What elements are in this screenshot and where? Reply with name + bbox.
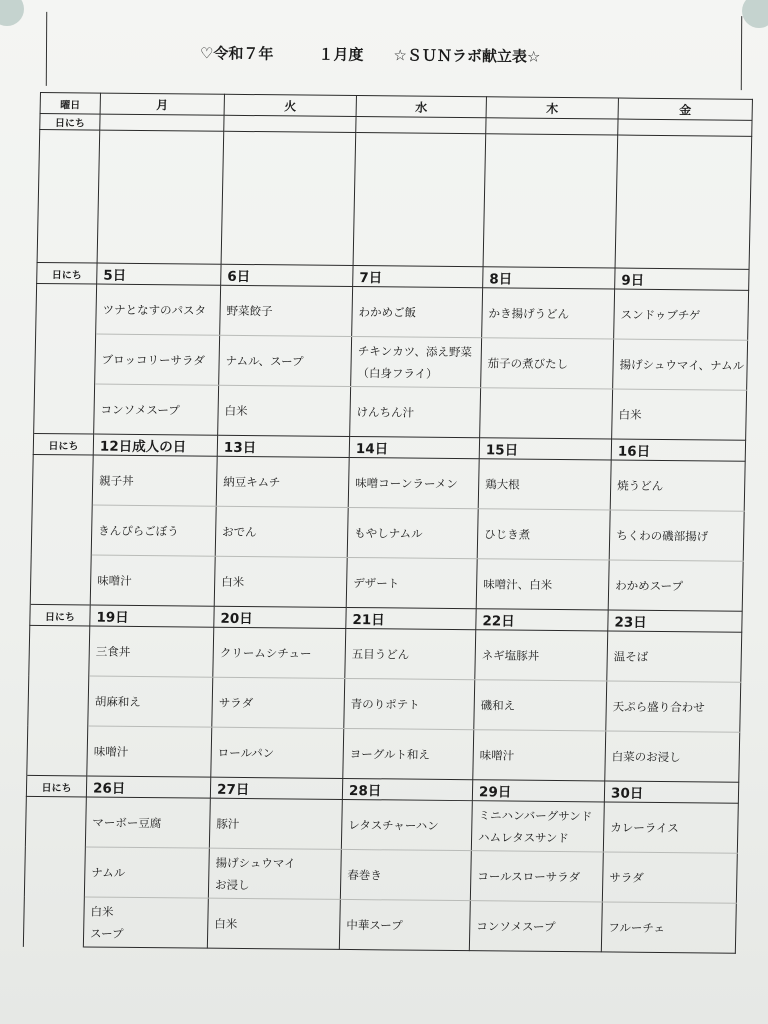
meal-cell xyxy=(606,681,741,732)
meal-cell xyxy=(339,899,470,950)
side-cell xyxy=(27,725,88,776)
corner-shadow xyxy=(742,0,768,28)
meal-row xyxy=(36,283,749,340)
meal-cell xyxy=(473,730,606,781)
weekday-label: 曜日 xyxy=(40,93,100,115)
meal-item: クリームシチュー xyxy=(219,645,312,661)
meal-cell xyxy=(207,898,340,949)
meal-cell xyxy=(352,287,483,338)
meal-cell xyxy=(214,556,347,607)
meal-item: お浸し xyxy=(214,877,250,892)
date-cell: 30日 xyxy=(604,781,738,803)
meal-row xyxy=(24,846,737,903)
date-cell: 14日 xyxy=(349,436,479,458)
meal-cell xyxy=(97,130,224,264)
meal-item: 胡麻和え xyxy=(94,694,141,709)
date-label: 日にち xyxy=(26,775,86,797)
date-cell: 22日 xyxy=(476,609,608,631)
menu-table-wrapper xyxy=(23,92,756,954)
meal-item: 白米 xyxy=(90,904,114,919)
date-cell: 9日 xyxy=(615,268,749,290)
meal-cell xyxy=(344,678,475,729)
date-cell: 16日 xyxy=(611,439,745,461)
corner-shadow xyxy=(0,0,24,26)
meal-cell xyxy=(607,631,742,682)
meal-cell xyxy=(477,509,610,560)
meal-row xyxy=(35,333,748,390)
meal-cell xyxy=(90,555,215,606)
meal-cell xyxy=(95,334,220,385)
menu-table xyxy=(23,92,753,954)
meal-item: ナムル、スープ xyxy=(225,353,304,369)
meal-item: スンドゥブチゲ xyxy=(620,307,701,322)
side-cell xyxy=(24,846,85,897)
meal-cell xyxy=(218,385,351,436)
meal-cell xyxy=(610,460,745,511)
meal-item: ロールパン xyxy=(217,745,275,760)
meal-row xyxy=(27,725,740,782)
meal-cell xyxy=(475,630,608,681)
meal-item: サラダ xyxy=(609,870,644,885)
meal-item: ブロッコリーサラダ xyxy=(101,352,205,368)
meal-cell xyxy=(213,627,346,678)
meal-cell xyxy=(209,798,342,849)
meal-cell xyxy=(343,728,474,779)
meal-item: 味噌汁 xyxy=(93,744,129,759)
date-cell: 15日 xyxy=(479,438,611,460)
meal-cell xyxy=(470,851,603,902)
meal-cell xyxy=(96,284,221,335)
meal-cell xyxy=(609,510,744,561)
weekday-tue: 火 xyxy=(224,94,356,116)
meal-item: レタスチャーハン xyxy=(348,817,439,833)
meal-cell xyxy=(92,455,217,506)
meal-cell xyxy=(219,335,352,386)
meal-item: もやしナムル xyxy=(354,525,423,541)
date-cell xyxy=(618,119,752,136)
meal-cell xyxy=(347,507,478,558)
date-label: 日にち xyxy=(40,114,100,131)
meal-item: かき揚げうどん xyxy=(488,305,570,321)
meal-item: 白菜のお浸し xyxy=(611,749,681,764)
meal-cell xyxy=(87,726,212,777)
side-cell xyxy=(36,283,97,334)
meal-item: 味噌汁、白米 xyxy=(483,576,553,592)
meal-item: 温そば xyxy=(613,649,649,664)
date-cell: 8日 xyxy=(483,267,615,289)
meal-item: マーボー豆腐 xyxy=(92,815,162,830)
meal-item: ナムル xyxy=(91,865,126,880)
meal-cell xyxy=(94,384,219,435)
date-cell: 5日 xyxy=(97,263,221,285)
meal-item: 白米 xyxy=(214,916,238,931)
meal-cell xyxy=(612,389,747,440)
meal-item: 焼うどん xyxy=(617,478,664,493)
meal-cell xyxy=(603,802,738,853)
date-cell xyxy=(486,118,618,135)
meal-item: 白米 xyxy=(618,407,642,422)
side-cell xyxy=(30,554,91,605)
meal-item: コールスローサラダ xyxy=(477,868,581,884)
blank-week-row xyxy=(37,129,752,269)
date-cell: 27日 xyxy=(210,777,342,799)
meal-item: 中華スープ xyxy=(346,917,403,933)
meal-item: コンソメスープ xyxy=(476,918,556,934)
meal-cell xyxy=(345,628,476,679)
meal-cell xyxy=(89,626,214,677)
meal-cell xyxy=(88,676,213,727)
meal-cell xyxy=(350,386,481,437)
meal-item: デザート xyxy=(353,575,400,590)
meal-item: ツナとなすのパスタ xyxy=(102,302,207,318)
meal-item: 白米 xyxy=(221,574,245,589)
meal-cell xyxy=(91,505,216,556)
side-cell xyxy=(25,796,86,847)
meal-row xyxy=(23,896,736,953)
meal-item: ネギ塩豚丼 xyxy=(481,647,540,663)
meal-cell xyxy=(340,849,471,900)
meal-cell xyxy=(482,288,615,339)
meal-cell xyxy=(613,339,748,390)
side-cell xyxy=(35,333,96,384)
meal-item: サラダ xyxy=(218,695,254,710)
meal-item: きんぴらごぼう xyxy=(98,523,179,538)
date-cell: 28日 xyxy=(342,778,472,800)
meal-cell xyxy=(615,135,752,269)
date-label: 日にち xyxy=(30,604,90,626)
meal-item: コンソメスープ xyxy=(100,402,180,417)
meal-item: わかめスープ xyxy=(615,578,684,593)
weekday-fri: 金 xyxy=(618,98,752,120)
meal-row xyxy=(31,504,744,561)
meal-item: 鶏大根 xyxy=(485,476,520,492)
weekday-mon: 月 xyxy=(100,93,224,115)
meal-item: チキンカツ、添え野菜 xyxy=(357,343,473,359)
meal-item: 味噌コーンラーメン xyxy=(355,475,459,491)
meal-cell xyxy=(601,902,736,953)
meal-item: ヨーグルト和え xyxy=(349,746,431,762)
date-cell xyxy=(100,114,224,131)
meal-cell xyxy=(608,560,743,611)
side-cell xyxy=(34,383,95,434)
meal-cell xyxy=(348,457,479,508)
meal-cell xyxy=(353,133,486,267)
meal-item: 揚げシュウマイ、ナムル xyxy=(619,357,745,373)
meal-item: 五目うどん xyxy=(351,646,410,662)
meal-row xyxy=(30,554,743,611)
meal-cell xyxy=(220,285,353,336)
meal-cell xyxy=(471,801,604,852)
meal-item: カレーライス xyxy=(610,820,680,835)
meal-cell xyxy=(216,456,349,507)
meal-item: 春巻き xyxy=(347,867,382,882)
date-label: 日にち xyxy=(33,433,93,455)
date-cell: 7日 xyxy=(353,266,483,288)
meal-item: 三食丼 xyxy=(95,644,131,659)
meal-row xyxy=(28,675,741,732)
meal-item: （白身フライ） xyxy=(357,365,438,381)
meal-cell xyxy=(211,727,344,778)
meal-item: 親子丼 xyxy=(99,473,134,488)
meal-cell xyxy=(480,388,613,439)
meal-item: フルーチェ xyxy=(608,919,666,935)
meal-item: 青のりポテト xyxy=(350,696,420,712)
meal-item: 天ぷら盛り合わせ xyxy=(612,699,705,714)
side-cell xyxy=(31,504,92,555)
meal-item: ちくわの磯部揚げ xyxy=(616,528,709,543)
meal-cell xyxy=(483,134,618,268)
meal-item: 白米 xyxy=(224,403,248,418)
meal-item: 揚げシュウマイ xyxy=(215,855,296,870)
date-cell: 13日 xyxy=(217,435,349,457)
date-cell: 6日 xyxy=(221,264,353,286)
side-cell xyxy=(29,625,90,676)
meal-cell xyxy=(469,901,602,952)
meal-cell xyxy=(481,338,614,389)
meal-row xyxy=(32,454,745,511)
date-cell: 12日成人の日 xyxy=(93,434,217,456)
date-cell: 26日 xyxy=(86,776,210,798)
meal-item: ひじき煮 xyxy=(484,526,531,542)
meal-cell xyxy=(85,797,210,848)
meal-cell xyxy=(605,731,740,782)
meal-item: 茄子の煮びたし xyxy=(487,355,569,371)
meal-cell xyxy=(476,559,609,610)
date-label: 日にち xyxy=(37,262,97,284)
meal-item: 味噌汁 xyxy=(97,573,132,588)
date-cell xyxy=(356,117,486,134)
meal-item: 豚汁 xyxy=(216,816,240,831)
meal-item: わかめご飯 xyxy=(358,304,417,320)
meal-cell xyxy=(221,131,356,265)
meal-item: けんちん汁 xyxy=(356,404,415,420)
side-cell xyxy=(32,454,93,505)
meal-item: ミニハンバーグサンド xyxy=(478,807,593,823)
meal-cell xyxy=(212,677,345,728)
page-title: ♡令和７年 １月度 ☆ＳＵＮラボ献立表☆ xyxy=(199,44,541,66)
meal-item: おでん xyxy=(222,524,257,539)
meal-cell xyxy=(215,506,348,557)
meal-cell xyxy=(614,289,749,340)
meal-item: 磯和え xyxy=(480,697,516,713)
meal-cell xyxy=(84,847,209,898)
meal-item xyxy=(487,413,606,414)
date-cell: 20日 xyxy=(214,606,346,628)
side-cell xyxy=(28,675,89,726)
menu-table-body xyxy=(23,93,752,954)
date-cell: 29日 xyxy=(472,780,604,802)
meal-cell xyxy=(478,459,611,510)
meal-cell xyxy=(208,848,341,899)
meal-row xyxy=(25,796,738,853)
meal-item: スープ xyxy=(89,926,124,941)
date-cell xyxy=(224,115,356,132)
meal-item: ハムレタスサンド xyxy=(477,829,569,845)
meal-item: 納豆キムチ xyxy=(223,474,281,489)
meal-cell xyxy=(602,852,737,903)
meal-cell xyxy=(341,799,472,850)
meal-row xyxy=(34,383,747,440)
side-cell xyxy=(37,129,100,263)
meal-cell xyxy=(83,897,208,948)
date-cell: 19日 xyxy=(90,605,214,627)
meal-row xyxy=(29,625,742,682)
meal-item: 野菜餃子 xyxy=(226,303,273,318)
meal-item: 味噌汁 xyxy=(479,747,515,763)
weekday-thu: 木 xyxy=(486,97,618,119)
meal-cell xyxy=(474,680,607,731)
date-cell: 23日 xyxy=(608,610,742,632)
weekday-wed: 水 xyxy=(356,96,486,118)
meal-cell xyxy=(346,557,477,608)
meal-cell xyxy=(351,337,482,388)
side-cell xyxy=(23,896,84,947)
date-cell: 21日 xyxy=(346,607,476,629)
